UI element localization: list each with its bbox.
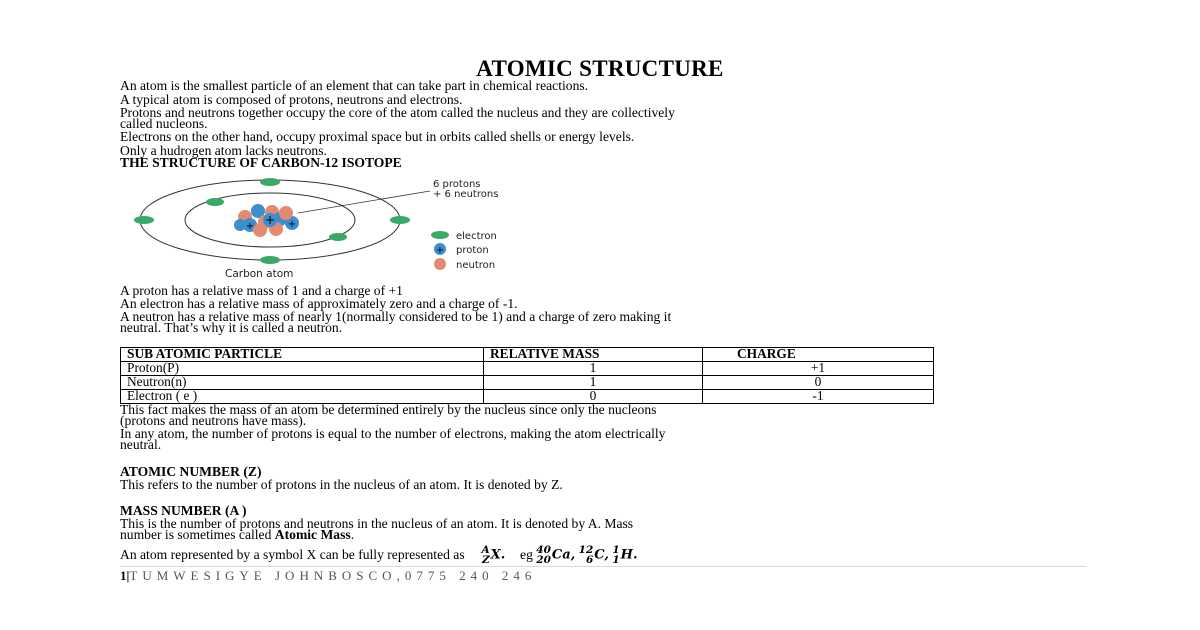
element-symbol: C [594, 547, 605, 563]
mass-number-symbol: A [481, 543, 490, 556]
atomic-number-symbol: 6 [585, 553, 594, 566]
legend-electron-swatch [431, 231, 449, 239]
legend-electron-label: electron [456, 231, 497, 242]
diagram-heading: THE STRUCTURE OF CARBON-12 ISOTOPE [120, 155, 402, 170]
notation-punctuation: , [570, 547, 576, 563]
carbon-atom-diagram [120, 175, 560, 283]
proton [234, 219, 246, 231]
notation-punctuation: . [500, 547, 506, 563]
mass-number-text-prefix: number is sometimes called [120, 527, 275, 542]
intro-line: Only a hudrogen atom lacks neutrons. [120, 143, 327, 158]
legend-neutron-label: neutron [456, 260, 496, 271]
diagram-caption: Carbon atom [225, 268, 294, 280]
intro-line: An atom is the smallest particle of an element that can take part in chemical reactions. [120, 78, 589, 93]
atomic-number-symbol: 20 [536, 553, 551, 566]
mass-number-symbol: 1 [612, 543, 620, 556]
footer-author: TUMWESIGYE JOHNBOSCO,0775 240 246 [129, 568, 537, 583]
table-cell: 1 [484, 362, 703, 376]
particle-text-line: An electron has a relative mass of approximately zero and a charge of -1. [120, 296, 518, 311]
atomic-number-symbol: Z [481, 553, 490, 566]
electron [134, 216, 154, 224]
table-row [121, 362, 934, 376]
table-cell: 0 [484, 390, 703, 404]
element-symbol: X [490, 547, 501, 563]
table-cell: +1 [703, 362, 934, 376]
atomic-number-symbol: 1 [612, 553, 620, 566]
electron [390, 216, 410, 224]
table-cell: Electron ( e ) [121, 390, 484, 404]
explanation-line: This fact makes the mass of an atom be determined entirely by the nucleus since only the nucleons [120, 402, 657, 417]
table-header: SUB ATOMIC PARTICLE [121, 348, 484, 362]
particle-text-line: A neutron has a relative mass of nearly 1(normally considered to be 1) and a charge of zero making it [120, 309, 672, 324]
nucleus [234, 204, 299, 237]
nuclide-notation-carbon [579, 545, 609, 566]
notation-punctuation: , [604, 547, 609, 563]
intro-line: A typical atom is composed of protons, neutrons and electrons. [120, 92, 463, 107]
nucleus-pointer-line [298, 191, 430, 213]
nuclide-notation-hydrogen [612, 545, 637, 566]
table-cell: Neutron(n) [121, 376, 484, 390]
atomic-number-heading: ATOMIC NUMBER (Z) [120, 464, 262, 479]
example-label: eg [520, 546, 533, 562]
particle-text-line: A proton has a relative mass of 1 and a charge of +1 [120, 283, 403, 298]
neutron [279, 206, 293, 220]
electron [260, 178, 280, 186]
legend-proton-plus-symbol: + [435, 245, 445, 256]
nuclide-notation-sentence [120, 544, 637, 566]
mass-number-heading: MASS NUMBER (A ) [120, 503, 247, 518]
page-footer [120, 568, 536, 584]
table-header: CHARGE [703, 348, 934, 362]
intro-line: Protons and neutrons together occupy the core of the atom called the nucleus and they are collectively [120, 105, 675, 120]
legend-proton-label: proton [456, 245, 489, 256]
intro-line: Electrons on the other hand, occupy proximal space but in orbits called shells or energy levels. [120, 129, 635, 144]
mass-number-text: This is the number of protons and neutrons in the nucleus of an atom. It is denoted by A. Mass [120, 516, 634, 531]
nucleus-label-neutrons: + 6 neutrons [433, 189, 499, 200]
proton-plus-symbol: + [264, 213, 276, 227]
explanation-line: neutral. [120, 437, 162, 452]
intro-line: called nucleons. [120, 116, 208, 131]
nuclide-notation-generic [481, 545, 505, 566]
proton-plus-symbol: + [287, 219, 297, 230]
atomic-number-text: This refers to the number of protons in the nucleus of an atom. It is denoted by Z. [120, 477, 563, 492]
diagram-legend [431, 231, 497, 271]
page-title: ATOMIC STRUCTURE [476, 56, 724, 81]
table-cell: 1 [484, 376, 703, 390]
subatomic-particle-table [120, 347, 934, 404]
element-symbol: Ca [551, 547, 571, 563]
mass-number-symbol: 40 [536, 543, 551, 556]
mass-number-symbol: 12 [578, 543, 594, 556]
footer-divider [120, 566, 1086, 567]
electron [329, 233, 347, 241]
legend-neutron-swatch [434, 258, 446, 270]
electron [260, 256, 280, 264]
particle-text-line: neutral. That’s why it is called a neutron. [120, 320, 343, 335]
nucleus-label-protons: 6 protons [433, 179, 481, 190]
proton-plus-symbol: + [245, 221, 255, 232]
table-header: RELATIVE MASS [484, 348, 703, 362]
page-number: 1 [120, 568, 127, 583]
element-symbol: H [620, 547, 633, 563]
explanation-line: In any atom, the number of protons is equal to the number of electrons, making the atom electrically [120, 426, 666, 441]
table-cell: 0 [703, 376, 934, 390]
table-cell: -1 [703, 390, 934, 404]
electron [206, 198, 224, 206]
mass-number-text-suffix: . [350, 527, 355, 542]
atomic-mass-term: Atomic Mass [274, 527, 351, 542]
mass-number-text-continued [120, 529, 354, 541]
table-cell: Proton(P) [121, 362, 484, 376]
footer-separator: | [126, 568, 130, 583]
nuclide-notation-calcium [536, 545, 575, 566]
notation-punctuation: . [632, 547, 638, 563]
nuclide-notation-text: An atom represented by a symbol X can be fully represented as [120, 546, 465, 562]
explanation-line: (protons and neutrons have mass). [120, 413, 307, 428]
